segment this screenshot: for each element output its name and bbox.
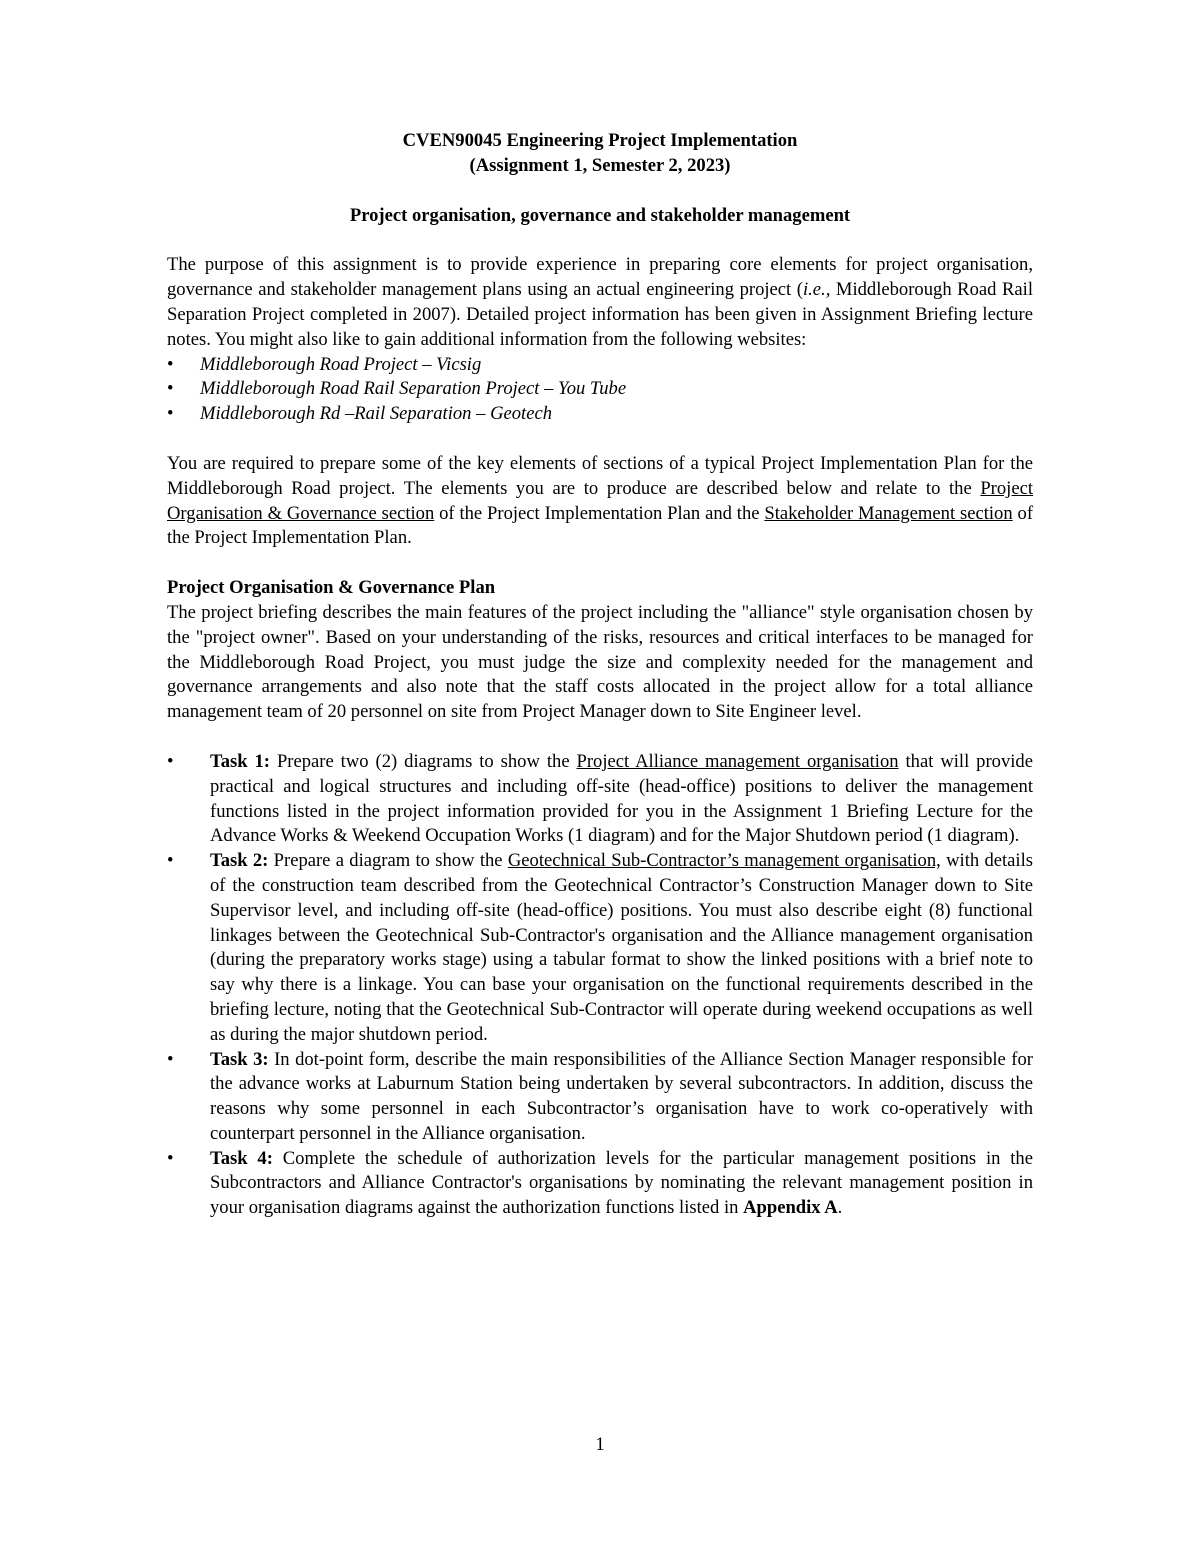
task-list: [167, 750, 1033, 1221]
requirements-text-c: of the Project Implementation Plan.: [167, 502, 1034, 549]
page-number: 1: [595, 1434, 605, 1455]
task-3: [167, 1048, 1033, 1147]
bullet-icon: •: [167, 1147, 174, 1169]
bullet-icon: •: [167, 353, 174, 375]
appendix-reference: Appendix A: [743, 1197, 838, 1219]
course-title: CVEN90045 Engineering Project Implementation: [402, 130, 798, 151]
task-1: [167, 750, 1033, 849]
governance-heading: Project Organisation & Governance Plan: [167, 577, 496, 599]
requirements-text-b: of the Project Implementation Plan and the: [434, 502, 765, 524]
website-link-label[interactable]: Middleborough Rd –Rail Separation – Geotech: [200, 403, 553, 425]
intro-paragraph: [167, 253, 1033, 352]
document-page: [167, 129, 1033, 1221]
task-2-underlined: Geotechnical Sub-Contractor’s management organisation,: [507, 850, 941, 872]
task-4-label: Task 4:: [210, 1147, 273, 1169]
task-2-text-b: with details of the construction team described from the Geotechnical Contractor’s Construction Manager down to Site Supervisor level, and including off-site (head-office) positions. You must also describe eight (8) functional linkages between the Geotechnical Sub-Contractor's organisation and the Alliance management organisation (during the preparatory works stage) using a tabular format to show the linked positions with a brief note to say why there is a linkage. You can base your organisation on the functional requirements described in the briefing lecture, noting that the Geotechnical Sub-Contractor will operate during weekend occupations as well as during the major shutdown period.: [210, 850, 1033, 1045]
requirements-text-a: You are required to prepare some of the key elements of sections of a typical Project Implementation Plan for the Middleborough Road project. The elements you are to produce are described below and relate to the: [167, 452, 1033, 499]
bullet-icon: •: [167, 378, 174, 400]
bullet-icon: •: [167, 1048, 174, 1070]
intro-text-a: The purpose of this assignment is to provide experience in preparing core elements for project organisation, governance and stakeholder management plans using an actual engineering project (: [167, 254, 1033, 301]
task-3-text: In dot-point form, describe the main responsibilities of the Alliance Section Manager responsible for the advance works at Laburnum Station being undertaken by several subcontractors. In addition, discuss the reasons why some personnel in each Subcontractor’s organisation have to work co-operatively with counterpart personnel in the Alliance organisation.: [210, 1048, 1033, 1144]
bullet-icon: •: [167, 750, 174, 772]
document-title: Project organisation, governance and stakeholder management: [349, 204, 851, 226]
task-4-text-a: Complete the schedule of authorization levels for the particular management positions in the Subcontractors and Alliance Contractor's organisations by nominating the relevant management position in your organisation diagrams against the authorization functions listed in: [210, 1147, 1033, 1219]
requirements-paragraph: [167, 452, 1033, 551]
task-4: [167, 1147, 1033, 1221]
website-link-youtube[interactable]: [167, 377, 1033, 402]
task-1-text-b: that will provide practical and logical structures and including off-site (head-office) positions to deliver the management functions listed in the project information provided for you in the Assignment 1 Briefing Lecture for the Advance Works & Weekend Occupation Works (1 diagram) and for the Major Shutdown period (1 diagram).: [210, 750, 1033, 847]
task-3-label: Task 3:: [210, 1048, 269, 1070]
task-1-label: Task 1:: [210, 750, 271, 772]
governance-section-link: Project Organisation & Governance section: [167, 477, 1033, 524]
stakeholder-section-link: Stakeholder Management section: [764, 502, 1013, 524]
bullet-icon: •: [167, 850, 174, 872]
task-1-underlined: Project Alliance management organisation: [576, 750, 899, 772]
intro-text-b: Middleborough Road Rail Separation Project completed in 2007). Detailed project information has been given in Assignment Briefing lecture notes. You might also like to gain additional information from the following websites:: [167, 279, 1033, 350]
task-2-text-a: Prepare a diagram to show the: [268, 850, 508, 872]
task-2-label: Task 2:: [210, 850, 269, 872]
website-link-geotech[interactable]: [167, 402, 1033, 427]
intro-ie: i.e.,: [802, 279, 831, 301]
website-list: [167, 353, 1033, 427]
task-1-text-a: Prepare two (2) diagrams to show the: [270, 750, 577, 772]
website-link-vicsig[interactable]: [167, 353, 1033, 378]
website-link-label[interactable]: Middleborough Road Project – Vicsig: [200, 353, 482, 375]
governance-paragraph: The project briefing describes the main features of the project including the "alliance" style organisation chosen by the "project owner". Based on your understanding of the risks, resources and critical interfaces to be managed for the Middleborough Road Project, you must judge the size and complexity needed for the management and governance arrangements and also note that the staff costs allocated in the project allow for a total alliance management team of 20 personnel on site from Project Manager down to Site Engineer level.: [167, 601, 1033, 723]
assignment-line: (Assignment 1, Semester 2, 2023): [469, 154, 731, 176]
task-4-text-b: .: [837, 1197, 843, 1219]
task-2: [167, 849, 1033, 1047]
bullet-icon: •: [167, 403, 174, 425]
website-link-label[interactable]: Middleborough Road Rail Separation Project – You Tube: [200, 378, 627, 400]
